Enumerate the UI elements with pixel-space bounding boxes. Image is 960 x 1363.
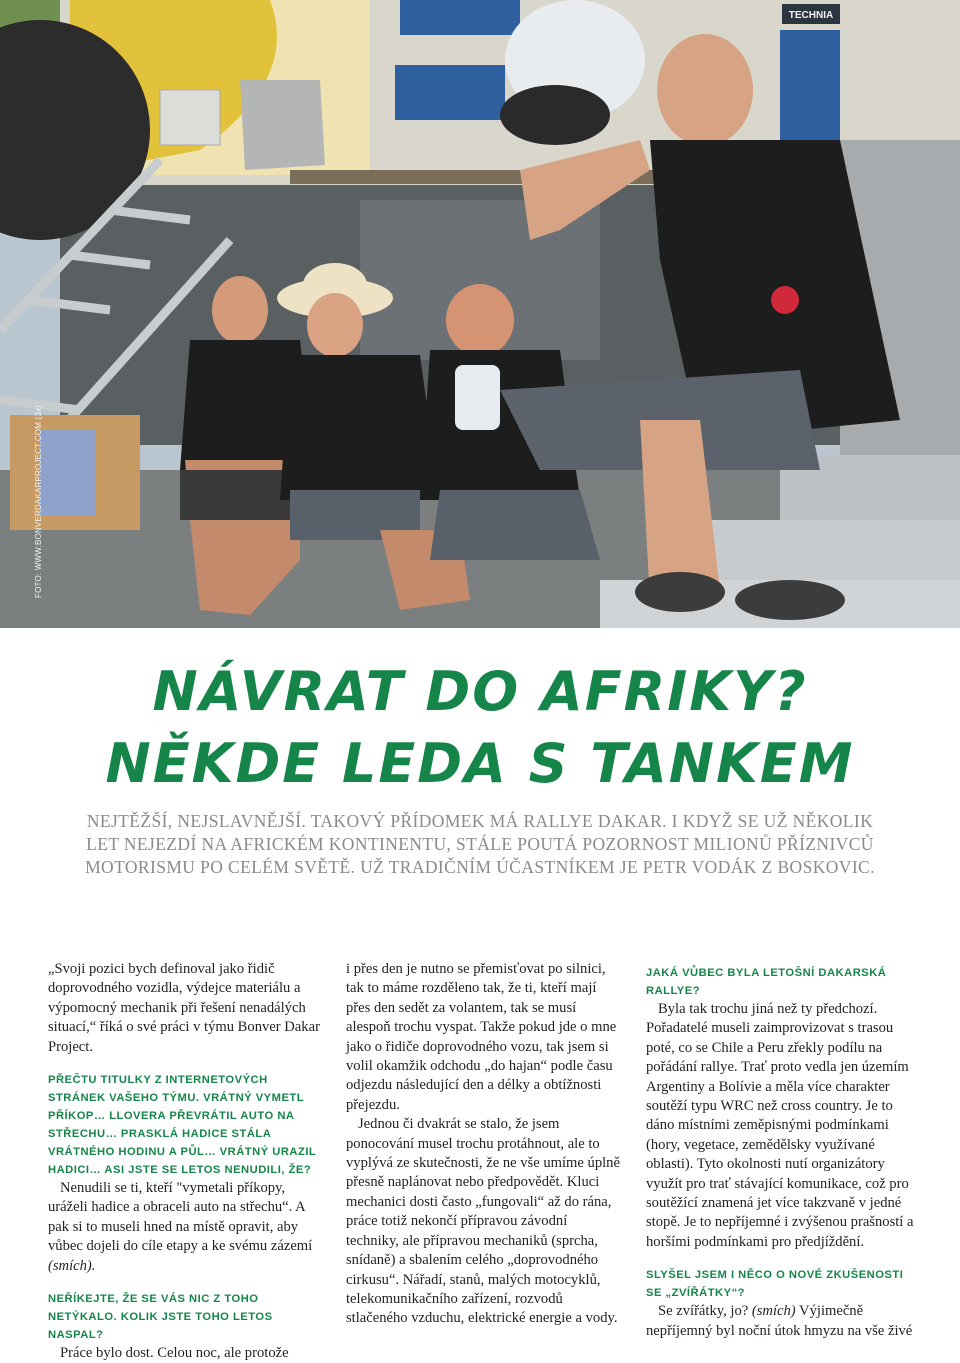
article-column-2 (346, 960, 621, 1329)
interview-answer (646, 1302, 921, 1341)
lead-line: LET NEJEZDÍ NA AFRICKÉM KONTINENTU, STÁLE POUTÁ POZORNOST MILIONŮ PŘÍZNIVCŮ (86, 834, 874, 854)
interview-answer: Byla tak trochu jiná než ty předchozí. Pořadatelé museli zaimprovizovat s trasou poté, co se Chile a Peru zřekly podílu na pořádání rallye. Trať proto vedla jen územím Argentiny a Bolívie a měla více charakter soutěží typu WRC než cross country. Je to dáno místními zeměpisnými podmínkami (hory, vegetace, zemědělsky využívané oblasti). Tyto okolnosti nutí organizátory využít pro trať stávající komunikace, což pro soutěžící znamená jet více takzvaně v jedné stopě. Je to nepříjemné i zvýšenou prašností a horšími podmínkami pro předjíždění. (646, 1001, 914, 1250)
headline-line-2: NĚKDE LEDA S TANKEM (105, 732, 855, 795)
interview-question: PŘEČTU TITULKY Z INTERNETOVÝCH STRÁNEK VAŠEHO TÝMU. VRÁTNÝ VYMETL PŘÍKOP… LLOVERA PŘEVRÁTIL AUTO NA STŘECHU… PRASKLÁ HADICE STÁLA VRÁTNÉHO HODINU A PŮL… VRÁTNÝ URAZIL HADICI… ASI JSTE SE LETOS NENUDILI, ŽE? (48, 1074, 317, 1177)
answer-emphasis: (smích) (751, 1303, 796, 1320)
interview-question: NEŘÍKEJTE, ŽE SE VÁS NIC Z TOHO NETÝKALO. KOLIK JSTE TOHO LETOS NASPAL? (48, 1293, 273, 1342)
interview-answer: Práce bylo dost. Celou noc, ale protože (60, 1345, 289, 1362)
article-column-1 (48, 960, 323, 1363)
interview-answer (48, 1179, 323, 1276)
answer-emphasis: (smích). (48, 1257, 96, 1274)
technia-sign: TECHNIA (788, 10, 834, 21)
body-paragraph: i přes den je nutno se přemisťovat po silnici, tak to máme rozděleno tak, že ti, kteří mají přes den sedět za volantem, tak se musí alespoň trochu vyspat. Takže pokud jde o mne jako o řidiče doprovodného vozu, tak jsem si volil okamžik odchodu „do hajan“ podle času odjezdu následující den a délky a obtížnosti přejezdu. (346, 961, 617, 1113)
body-paragraph: Jednou či dvakrát se stalo, že jsem ponocování musel trochu protáhnout, ale to vyplývá ze skutečnosti, že ne vše umíme úplně přesně naplánovat nebo předpovědět. Kluci mechanici dosti často „fungovali“ až do rána, práce totiž nekončí přípravou závodní techniky, ale přípravou mechaniků (sprcha, snídaně) a sbalením celého „doprovodného cirkusu“. Nářadí, stanů, malých motocyklů, telekomunikačního zařízení, rozvodů stlačeného vzduchu, elektrické energie a vody. (346, 1116, 620, 1327)
intro-quote: „Svoji pozici bych definoval jako řidič doprovodného vozidla, výdejce materiálu a výpomocný mechanik při řešení nenadálých situací,“ říká o své práci v týmu Bonver Dakar Project. (48, 961, 320, 1055)
headline-line-1: NÁVRAT DO AFRIKY? (152, 660, 808, 723)
answer-text: Se zvířátky, jo? (658, 1303, 752, 1320)
lead-line: MOTORISMU PO CELÉM SVĚTĚ. UŽ TRADIČNÍM ÚČASTNÍKEM JE PETR VODÁK Z BOSKOVIC. (85, 857, 875, 877)
lead-paragraph (80, 810, 880, 879)
team-photo-illustration (0, 0, 960, 628)
hero-photo (0, 0, 960, 628)
interview-question: SLYŠEL JSEM I NĚCO O NOVÉ ZKUŠENOSTI SE „ZVÍŘÁTKY“? (646, 1269, 904, 1300)
photo-credit: FOTO: WWW.BONVERDAKARPROJECT.COM (3x) (34, 404, 43, 598)
interview-question: JAKÁ VŮBEC BYLA LETOŠNÍ DAKARSKÁ RALLYE? (646, 967, 887, 997)
lead-line: NEJTĚŽŠÍ, NEJSLAVNĚJŠÍ. TAKOVÝ PŘÍDOMEK MÁ RALLYE DAKAR. I KDYŽ SE UŽ NĚKOLIK (86, 811, 874, 831)
answer-text: Výjimečně nepříjemný byl noční útok hmyzu na vše živé (646, 1303, 913, 1339)
article-column-3 (646, 960, 921, 1341)
answer-text: Nenudili se ti, kteří "vymetali příkopy, uráželi hadice a obraceli auto na střechu“. A pak si to museli hned na místě opravit, aby vůbec dojeli do cíle etapy a ke svému zázemí (48, 1180, 313, 1255)
